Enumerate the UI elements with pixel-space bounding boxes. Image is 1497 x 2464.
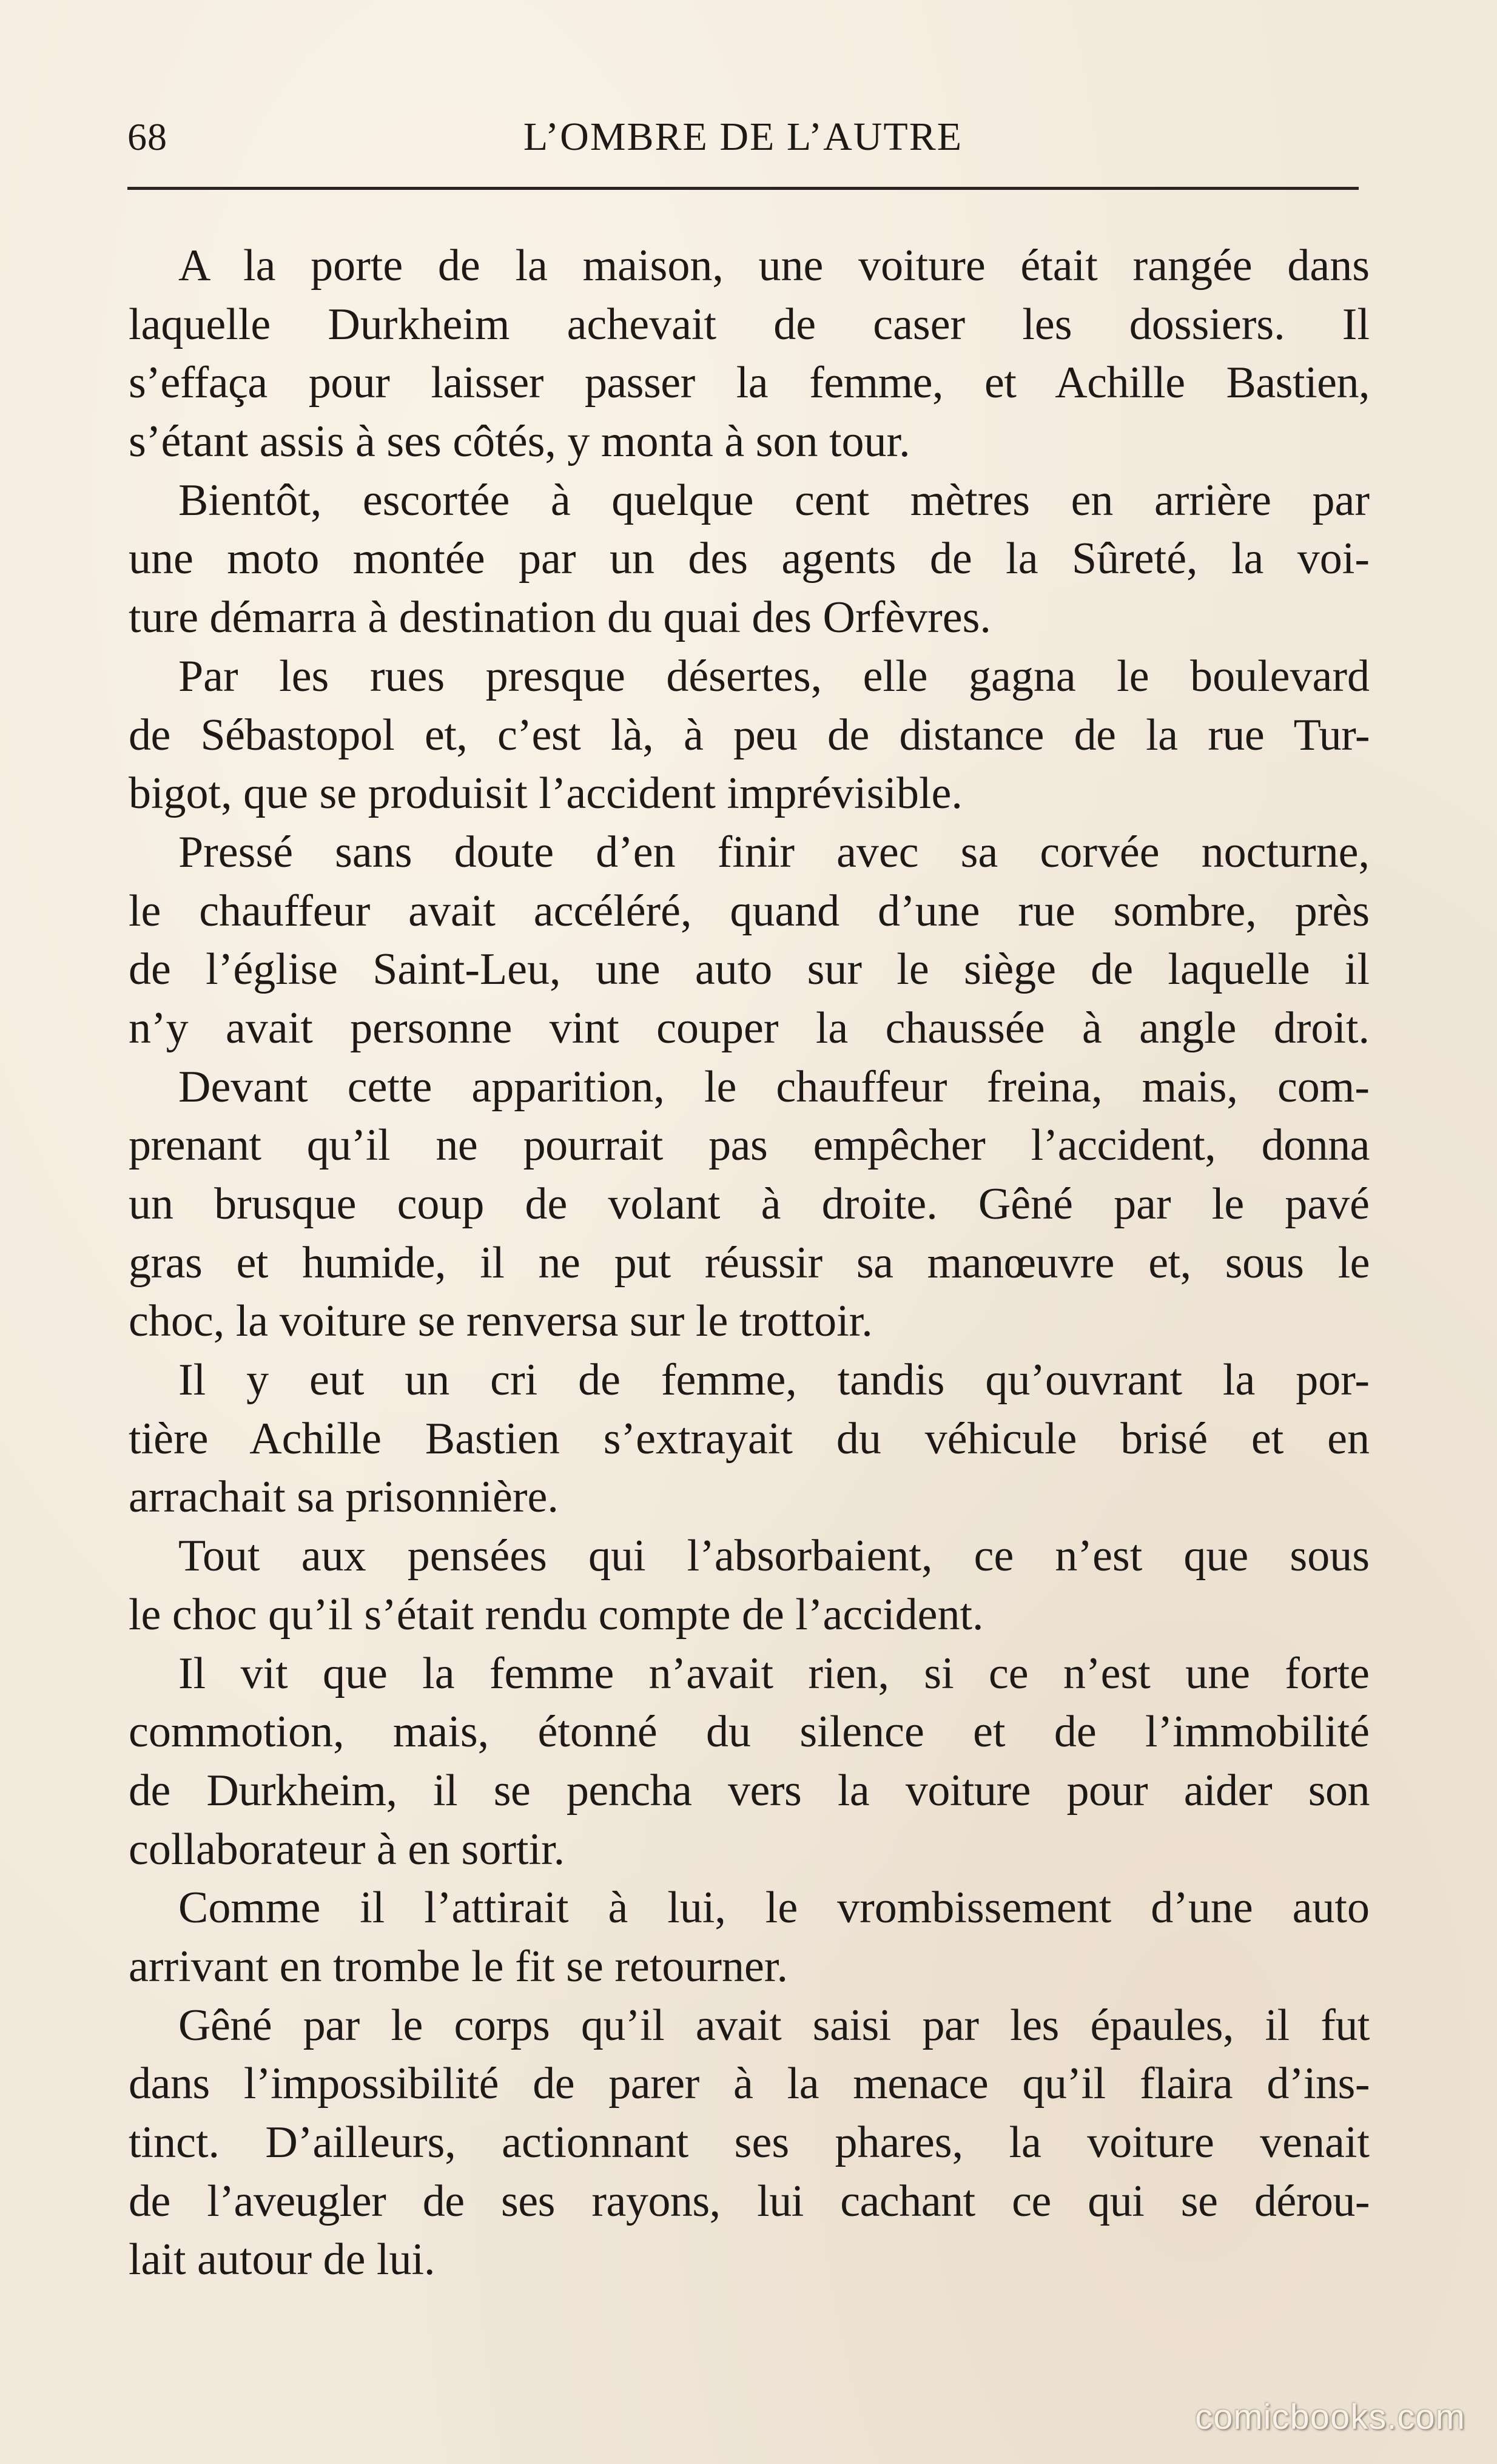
text-line: Bientôt, escortée à quelque cent mètres en arrière par <box>178 475 1370 525</box>
text-line: le choc qu’il s’était rendu compte de l’accident. <box>129 1589 984 1640</box>
text-line: le chauffeur avait accéléré, quand d’une rue sombre, près <box>129 886 1370 936</box>
text-line: Gêné par le corps qu’il avait saisi par les épaules, il fut <box>178 2000 1370 2050</box>
text-line: commotion, mais, étonné du silence et de l’immobilité <box>129 1707 1370 1757</box>
text-line: arrachait sa prisonnière. <box>129 1472 559 1523</box>
running-title: L’OMBRE DE L’AUTRE <box>523 115 963 159</box>
page-header <box>127 102 1359 175</box>
text-line: Comme il l’attirait à lui, le vrombissement d’une auto <box>178 1883 1370 1933</box>
text-line: choc, la voiture se renversa sur le trottoir. <box>129 1296 873 1347</box>
header-rule <box>127 187 1359 190</box>
text-line: un brusque coup de volant à droite. Gêné par le pavé <box>129 1179 1370 1229</box>
text-line: Devant cette apparition, le chauffeur freina, mais, com- <box>178 1062 1370 1112</box>
text-line: de Durkheim, il se pencha vers la voiture pour aider son <box>129 1765 1370 1816</box>
text-line: Il y eut un cri de femme, tandis qu’ouvrant la por- <box>178 1355 1370 1405</box>
watermark: comicbooks.com <box>1195 2397 1465 2437</box>
text-line: tinct. D’ailleurs, actionnant ses phares, la voiture venait <box>129 2118 1370 2167</box>
text-line: Pressé sans doute d’en finir avec sa corvée nocturne, <box>178 827 1370 877</box>
text-line: prenant qu’il ne pourrait pas empêcher l’accident, donna <box>129 1120 1370 1171</box>
text-line: A la porte de la maison, une voiture était rangée dans <box>178 241 1370 291</box>
text-line: laquelle Durkheim achevait de caser les dossiers. Il <box>129 299 1370 349</box>
text-line: de Sébastopol et, c’est là, à peu de distance de la rue Tur- <box>129 710 1370 760</box>
text-line: tière Achille Bastien s’extrayait du véhicule brisé et en <box>129 1413 1370 1464</box>
text-line: bigot, que se produisit l’accident imprévisible. <box>129 769 963 819</box>
text-line: de l’aveugler de ses rayons, lui cachant ce qui se dérou- <box>129 2176 1370 2226</box>
text-line: s’effaça pour laisser passer la femme, et Achille Bastien, <box>129 358 1370 408</box>
text-line: n’y avait personne vint couper la chaussée à angle droit. <box>129 1003 1370 1053</box>
text-line: de l’église Saint-Leu, une auto sur le siège de laquelle il <box>129 944 1370 995</box>
text-line: Par les rues presque désertes, elle gagna le boulevard <box>178 651 1370 701</box>
page-number: 68 <box>127 115 167 158</box>
text-line: gras et humide, il ne put réussir sa manœuvre et, sous le <box>129 1237 1370 1288</box>
text-line: ture démarra à destination du quai des Orfèvres. <box>129 593 991 643</box>
text-line: s’étant assis à ses côtés, y monta à son tour. <box>129 417 910 467</box>
text-line: arrivant en trombe le fit se retourner. <box>129 1941 788 1991</box>
text-line: dans l’impossibilité de parer à la menace qu’il flaira d’ins- <box>129 2059 1370 2109</box>
text-line: Il vit que la femme n’avait rien, si ce n’est une forte <box>178 1648 1370 1698</box>
text-line: une moto montée par un des agents de la Sûreté, la voi- <box>129 534 1370 584</box>
text-line: collaborateur à en sortir. <box>129 1824 565 1874</box>
text-line: Tout aux pensées qui l’absorbaient, ce n’est que sous <box>178 1531 1370 1581</box>
text-line: lait autour de lui. <box>129 2235 436 2285</box>
body-text <box>129 237 1370 2289</box>
